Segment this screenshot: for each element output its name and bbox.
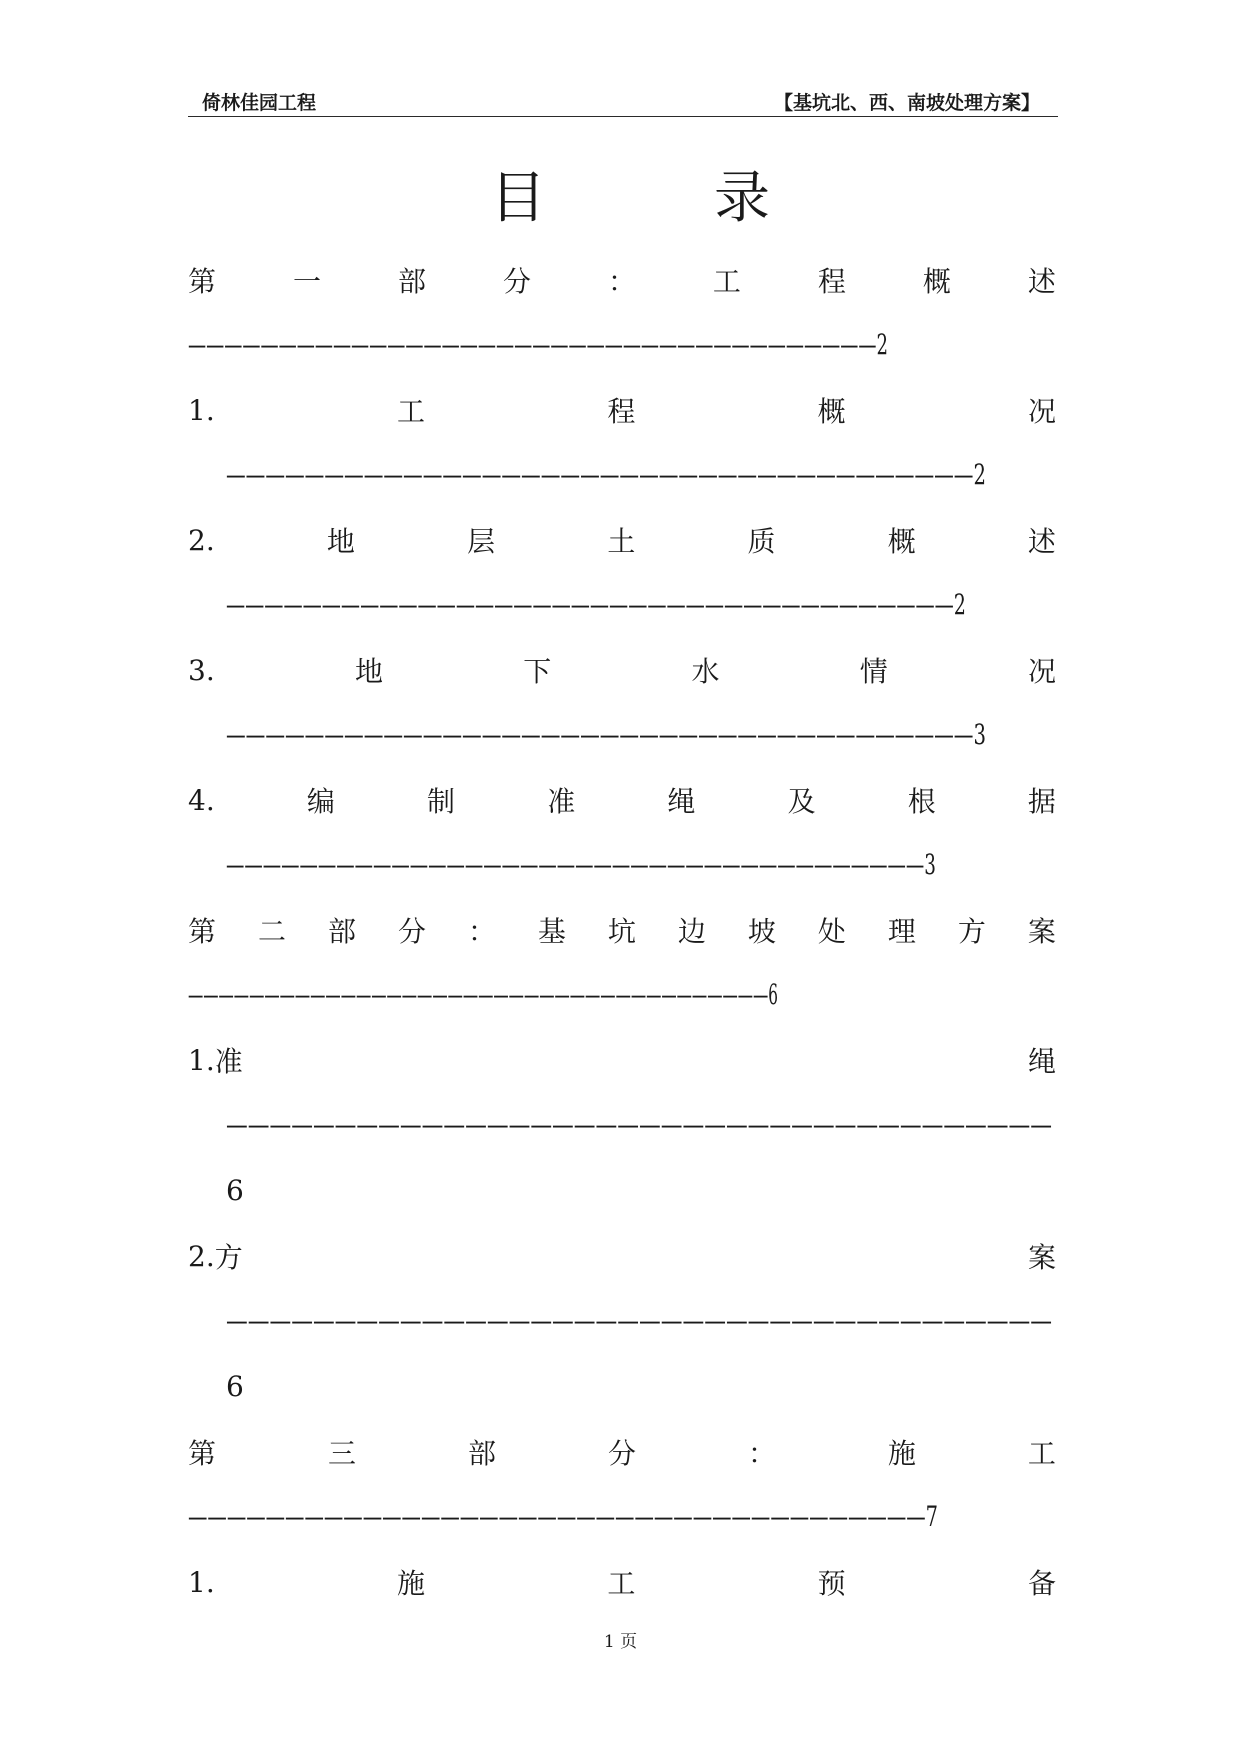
toc-leader-part1: ——————————————————————————————————————2 bbox=[188, 328, 888, 361]
toc-entry-1-1[interactable]: 1. 工 程 概 况 bbox=[188, 393, 1056, 428]
toc-entry-part1[interactable]: 第 一 部 分 ： 工 程 概 述 bbox=[188, 265, 1056, 298]
toc-leader-1-3: ——————————————————————————————————————3 bbox=[226, 718, 986, 751]
toc-leader-2-2: —————————————————————————————————————— bbox=[226, 1304, 1052, 1337]
toc-page-2-1: 6 bbox=[226, 1174, 244, 1207]
page-number: 1 页 bbox=[603, 1632, 638, 1652]
toc-page-2-2: 6 bbox=[226, 1370, 244, 1403]
title-char: 目 bbox=[490, 166, 546, 231]
toc-entry-1-3[interactable]: 3. 地 下 水 情 况 bbox=[188, 653, 1056, 688]
toc-leader-1-4: ——————————————————————————————————————3 bbox=[226, 848, 936, 881]
toc-entry-2-2[interactable]: 2. 方 案 bbox=[188, 1239, 1056, 1274]
title-char: 录 bbox=[714, 166, 770, 231]
toc-leader-part2: ——————————————————————————————————————6 bbox=[188, 978, 778, 1011]
toc-entry-1-2[interactable]: 2. 地 层 土 质 概 述 bbox=[188, 523, 1056, 558]
toc-entry-3-1[interactable]: 1. 施 工 预 备 bbox=[188, 1565, 1056, 1600]
toc-entry-part2[interactable]: 第 二 部 分 ： 基 坑 边 坡 处 理 方 案 bbox=[188, 915, 1056, 948]
header-project-name: 倚林佳园工程 bbox=[202, 92, 317, 114]
toc-leader-part3: ——————————————————————————————————————7 bbox=[188, 1500, 938, 1533]
toc-leader-1-1: ——————————————————————————————————————2 bbox=[226, 458, 986, 491]
toc-entry-2-1[interactable]: 1. 准 绳 bbox=[188, 1043, 1056, 1078]
toc-leader-2-1: —————————————————————————————————————— bbox=[226, 1108, 1052, 1141]
header-document-title: 【基坑北、西、南坡处理方案】 bbox=[773, 92, 1040, 114]
page-header bbox=[188, 86, 1058, 117]
toc-leader-1-2: ——————————————————————————————————————2 bbox=[226, 588, 966, 621]
toc-entry-1-4[interactable]: 4. 编 制 准 绳 及 根 据 bbox=[188, 783, 1056, 818]
page-title bbox=[490, 166, 770, 232]
toc-entry-part3[interactable]: 第 三 部 分 ： 施 工 bbox=[188, 1437, 1056, 1470]
